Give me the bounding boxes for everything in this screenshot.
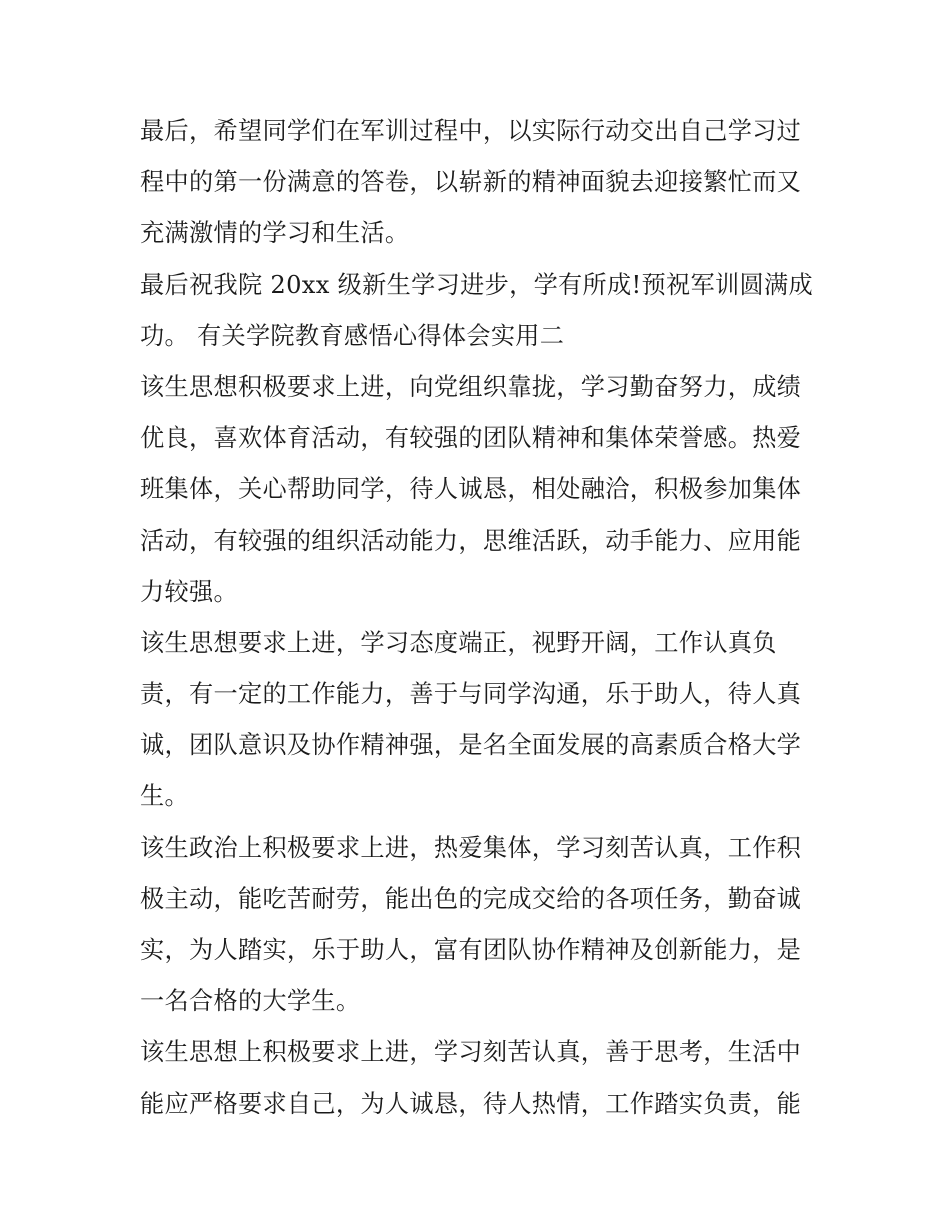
text-line: 程中的第一份满意的答卷，以崭新的精神面貌去迎接繁忙而又 [140, 168, 802, 197]
text-line: 班集体，关心帮助同学，待人诚恳，相处融洽，积极参加集体 [140, 475, 802, 504]
text-line: 能应严格要求自己，为人诚恳，待人热情，工作踏实负责，能 [140, 1089, 802, 1118]
text-line: 功。 有关学院教育感悟心得体会实用二 [140, 321, 565, 350]
text-line: 该生思想要求上进，学习态度端正，视野开阔，工作认真负 [140, 628, 777, 657]
text-line: 极主动，能吃苦耐劳，能出色的完成交给的各项任务，勤奋诚 [140, 884, 802, 913]
text-line: 最后祝我院 20xx 级新生学习进步，学有所成!预祝军训圆满成 [140, 270, 813, 299]
text-line: 责，有一定的工作能力，善于与同学沟通，乐于助人，待人真 [140, 680, 802, 709]
text-line: 力较强。 [140, 577, 238, 606]
paragraph-evaluation-1 [140, 362, 815, 618]
text-line: 最后，希望同学们在军训过程中，以实际行动交出自己学习过 [140, 117, 802, 145]
paragraph-evaluation-3 [140, 823, 815, 1028]
text-line: 该生思想积极要求上进，向党组织靠拢，学习勤奋努力，成绩 [140, 372, 802, 401]
text-line: 实，为人踏实，乐于助人，富有团队协作精神及创新能力，是 [140, 936, 802, 964]
text-line: 活动，有较强的组织活动能力，思维活跃，动手能力、应用能 [140, 526, 802, 555]
text-line: 生。 [140, 782, 189, 811]
text-line: 该生思想上积极要求上进，学习刻苦认真，善于思考，生活中 [140, 1038, 802, 1067]
document-body [140, 106, 815, 1130]
paragraph-blessing-and-heading [140, 260, 815, 362]
paragraph-closing-wishes [140, 106, 815, 260]
text-line: 一名合格的大学生。 [140, 987, 361, 1016]
paragraph-evaluation-4 [140, 1027, 815, 1129]
text-line: 充满激情的学习和生活。 [140, 219, 410, 248]
paragraph-evaluation-2 [140, 618, 815, 823]
text-line: 该生政治上积极要求上进，热爱集体，学习刻苦认真，工作积 [140, 833, 802, 862]
text-line: 诚，团队意识及协作精神强，是名全面发展的高素质合格大学 [140, 731, 802, 760]
text-line: 优良，喜欢体育活动，有较强的团队精神和集体荣誉感。热爱 [140, 424, 802, 453]
